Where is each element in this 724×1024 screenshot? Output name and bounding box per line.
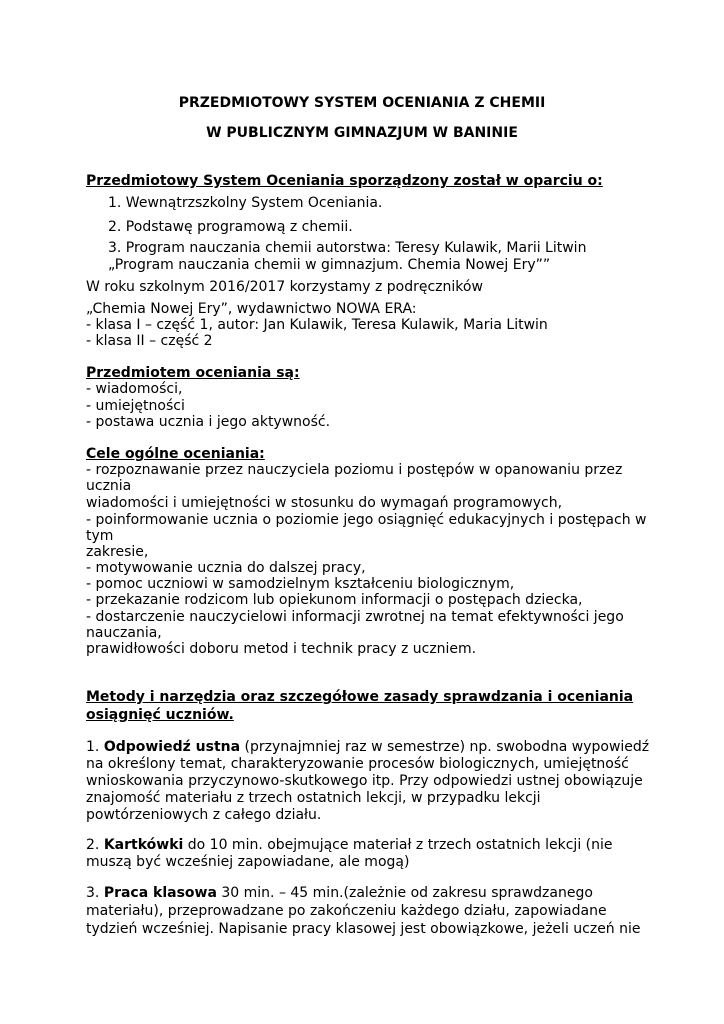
- textbook-item: - klasa I – część 1, autor: Jan Kulawik, Teresa Kulawik, Maria Litwin: [86, 317, 548, 333]
- textbook-item: - klasa II – część 2: [86, 333, 213, 349]
- test-line: tydzień wcześniej. Napisanie pracy klasowej jest obowiązkowe, jeżeli uczeń nie: [86, 921, 641, 937]
- goals-line: - dostarczenie nauczycielowi informacji zwrotnej na temat efektywności jego: [86, 609, 624, 625]
- test-number: 3.: [86, 885, 104, 901]
- basis-item: 2. Podstawę programową z chemii.: [108, 219, 353, 235]
- basis-item: 1. Wewnątrzszkolny System Oceniania.: [108, 195, 383, 211]
- doc-title-line2: W PUBLICZNYM GIMNAZJUM W BANINIE: [206, 125, 518, 141]
- goals-line: ucznia: [86, 478, 132, 494]
- oral-line: powtórzeniowych z całego działu.: [86, 807, 322, 823]
- quiz-number: 2.: [86, 837, 104, 853]
- test-line: materiału), przeprowadzane po zakończeniu każdego działu, zapowiadane: [86, 903, 607, 919]
- subject-item: - postawa ucznia i jego aktywność.: [86, 414, 331, 430]
- oral-line: wnioskowania przyczynowo-skutkowego itp. Przy odpowiedzi ustnej obowiązuje: [86, 773, 643, 789]
- goals-line: prawidłowości doboru metod i technik pracy z uczniem.: [86, 641, 477, 657]
- test-term: Praca klasowa: [103, 885, 217, 901]
- subject-item: - umiejętności: [86, 398, 185, 414]
- quiz-line: muszą być wcześniej zapowiadane, ale mogą): [86, 854, 410, 870]
- basis-heading: Przedmiotowy System Oceniania sporządzony został w oparciu o:: [86, 173, 603, 189]
- goals-line: - przekazanie rodzicom lub opiekunom informacji o postępach dziecka,: [86, 592, 583, 608]
- textbooks-series: „Chemia Nowej Ery”, wydawnictwo NOWA ERA:: [86, 301, 417, 317]
- methods-heading: osiągnięć uczniów.: [86, 707, 234, 723]
- subject-item: - wiadomości,: [86, 381, 183, 397]
- goals-line: tym: [86, 528, 114, 544]
- oral-text: (przynajmniej raz w semestrze) np. swobodna wypowiedź: [240, 739, 650, 755]
- quiz-text: do 10 min. obejmujące materiał z trzech ostatnich lekcji (nie: [183, 837, 613, 853]
- oral-term: Odpowiedź ustna: [103, 739, 241, 755]
- oral-line: na określony temat, charakteryzowanie procesów biologicznych, umiejętność: [86, 756, 629, 772]
- test-text: 30 min. – 45 min.(zależnie od zakresu sprawdzanego: [216, 885, 593, 901]
- oral-paragraph: [86, 738, 649, 756]
- goals-line: zakresie,: [86, 544, 149, 560]
- quiz-paragraph: [86, 836, 613, 854]
- basis-item: „Program nauczania chemii w gimnazjum. Chemia Nowej Ery””: [108, 257, 551, 273]
- goals-line: nauczania,: [86, 625, 162, 641]
- basis-item: 3. Program nauczania chemii autorstwa: Teresy Kulawik, Marii Litwin: [108, 240, 587, 256]
- goals-line: wiadomości i umiejętności w stosunku do wymagań programowych,: [86, 495, 563, 511]
- oral-number: 1.: [86, 739, 104, 755]
- goals-line: - poinformowanie ucznia o poziomie jego osiągnięć edukacyjnych i postępach w: [86, 512, 647, 528]
- quiz-term: Kartkówki: [103, 837, 184, 853]
- goals-heading: Cele ogólne oceniania:: [86, 446, 265, 462]
- subject-heading: Przedmiotem oceniania są:: [86, 365, 300, 381]
- goals-line: - motywowanie ucznia do dalszej pracy,: [86, 560, 366, 576]
- oral-line: znajomość materiału z trzech ostatnich lekcji, w przypadku lekcji: [86, 790, 541, 806]
- goals-line: - pomoc uczniowi w samodzielnym kształceniu biologicznym,: [86, 576, 515, 592]
- methods-heading: Metody i narzędzia oraz szczegółowe zasady sprawdzania i oceniania: [86, 689, 634, 705]
- textbooks-intro: W roku szkolnym 2016/2017 korzystamy z podręczników: [86, 279, 483, 295]
- doc-title-line1: PRZEDMIOTOWY SYSTEM OCENIANIA Z CHEMII: [178, 95, 546, 111]
- goals-line: - rozpoznawanie przez nauczyciela poziomu i postępów w opanowaniu przez: [86, 462, 623, 478]
- test-paragraph: [86, 884, 593, 902]
